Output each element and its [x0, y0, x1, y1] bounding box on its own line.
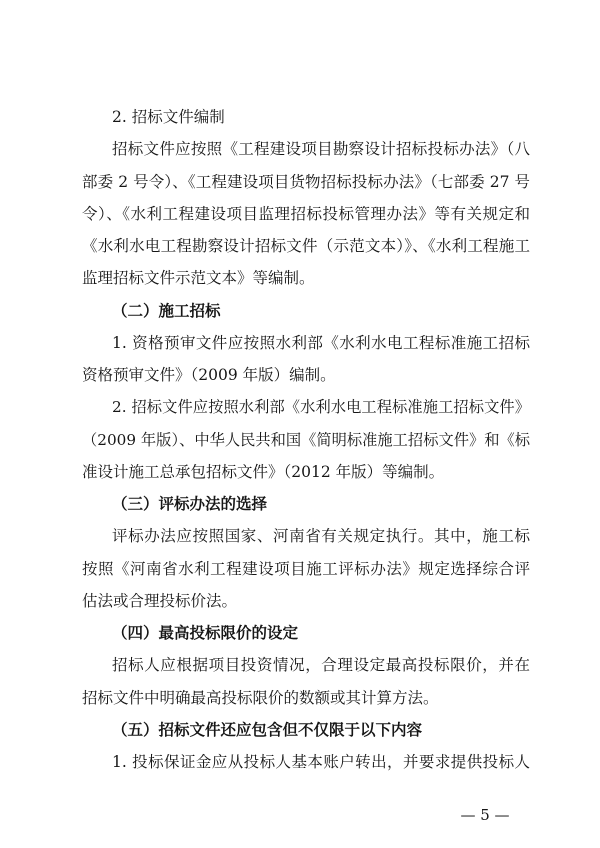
page-number: — 5 — — [460, 806, 510, 824]
paragraph-line: 1. 投标保证金应从投标人基本账户转出，并要求提供投标人 — [112, 753, 530, 771]
paragraph-line: 评标办法应按照国家、河南省有关规定执行。其中，施工标 — [112, 527, 530, 546]
paragraph-line: 2. 招标文件应按照水利部《水利水电工程标准施工招标文件》 — [112, 398, 530, 417]
paragraph-line: 招标文件中明确最高投标限价的数额或其计算方法。 — [82, 688, 439, 707]
document-body — [82, 101, 530, 778]
section-heading: （四）最高投标限价的设定 — [112, 624, 299, 642]
paragraph-line: 令）、《水利工程建设项目监理招标投标管理办法》等有关规定和 — [82, 204, 530, 223]
paragraph-line: 监理招标文件示范文本》等编制。 — [82, 269, 315, 288]
paragraph-line: 1. 资格预审文件应按照水利部《水利水电工程标准施工招标 — [112, 333, 530, 352]
paragraph-line: 估法或合理投标价法。 — [82, 591, 238, 610]
section-heading: （三）评标办法的选择 — [112, 495, 268, 513]
paragraph-line: 准设计施工总承包招标文件》（2012 年版）等编制。 — [82, 462, 445, 481]
section-heading: （二）施工招标 — [112, 301, 221, 320]
paragraph-line: 招标人应根据项目投资情况，合理设定最高投标限价，并在 — [112, 656, 530, 675]
paragraph-line: 资格预审文件》（2009 年版）编制。 — [82, 366, 336, 384]
paragraph-line: 招标文件应按照《工程建设项目勘察设计招标投标办法》（八 — [112, 140, 530, 159]
paragraph-line: （2009 年版）、中华人民共和国《简明标准施工招标文件》和《标 — [82, 430, 530, 449]
paragraph-line: 按照《河南省水利工程建设项目施工评标办法》规定选择综合评 — [82, 559, 530, 578]
paragraph-line: 部委 2 号令）、《工程建设项目货物招标投标办法》（七部委 27 号 — [82, 172, 530, 191]
paragraph-line: 《水利水电工程勘察设计招标文件（示范文本）》、《水利工程施工 — [82, 237, 530, 255]
section-heading: （五）招标文件还应包含但不仅限于以下内容 — [112, 720, 423, 739]
subsection-title: 2. 招标文件编制 — [112, 108, 225, 126]
